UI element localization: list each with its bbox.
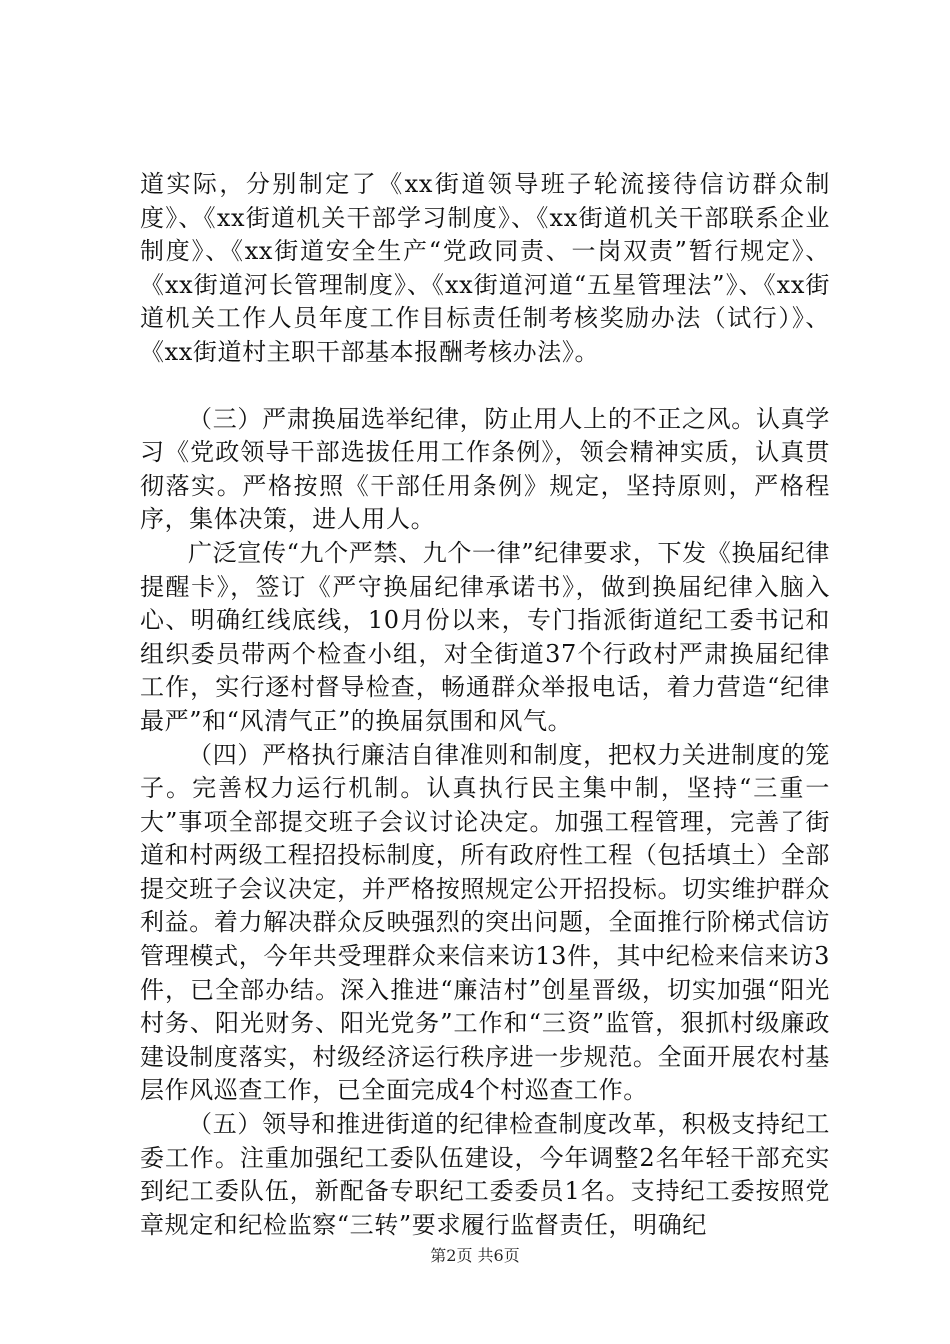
paragraph-section-4: （四）严格执行廉洁自律准则和制度，把权力关进制度的笼子。完善权力运行机制。认真执行民主集中制，坚持“三重一大”事项全部提交班子会议讨论决定。加强工程管理，完善了街道和村两级工程招投标制度，所有政府性工程（包括填土）全部提交班子会议决定，并严格按照规定公开招投标。切实维护群众利益。着力解决群众反映强烈的突出问题，全面推行阶梯式信访管理模式，今年共受理群众来信来访13件，其中纪检来信来访3件，已全部办结。深入推进“廉洁村”创星晋级，切实加强“阳光村务、阳光财务、阳光党务”工作和“三资”监管，狠抓村级廉政建设制度落实，村级经济运行秩序进一步规范。全面开展农村基层作风巡查工作，已全面完成4个村巡查工作。: [140, 740, 830, 1105]
paragraph-gap: [140, 370, 830, 403]
paragraph-publicity: 广泛宣传“九个严禁、九个一律”纪律要求，下发《换届纪律提醒卡》，签订《严守换届纪律承诺书》，做到换届纪律入脑入心、明确红线底线，10月份以来，专门指派街道纪工委书记和组织委员带两个检查小组，对全街道37个行政村严肃换届纪律工作，实行逐村督导检查，畅通群众举报电话，着力营造“纪律最严”和“风清气正”的换届氛围和风气。: [140, 538, 830, 735]
page-footer: 第2页 共6页: [430, 1246, 520, 1265]
paragraph-section-5: （五）领导和推进街道的纪律检查制度改革，积极支持纪工委工作。注重加强纪工委队伍建设，今年调整2名年轻干部充实到纪工委队伍，新配备专职纪工委委员1名。支持纪工委按照党章规定和纪检监察“三转”要求履行监督责任，明确纪: [140, 1110, 830, 1239]
document-body: [140, 168, 830, 1242]
paragraph-continuation: 道实际，分别制定了《xx街道领导班子轮流接待信访群众制度》、《xx街道机关干部学习制度》、《xx街道机关干部联系企业制度》、《xx街道安全生产“党政同责、一岗双责”暂行规定》、《xx街道河长管理制度》、《xx街道河道“五星管理法”》、《xx街道机关工作人员年度工作目标责任制考核奖励办法（试行）》、《xx街道村主职干部基本报酬考核办法》。: [140, 170, 830, 366]
paragraph-section-3: （三）严肃换届选举纪律，防止用人上的不正之风。认真学习《党政领导干部选拔任用工作条例》，领会精神实质，认真贯彻落实。严格按照《干部任用条例》规定，坚持原则，严格程序，集体决策，进人用人。: [140, 404, 830, 534]
